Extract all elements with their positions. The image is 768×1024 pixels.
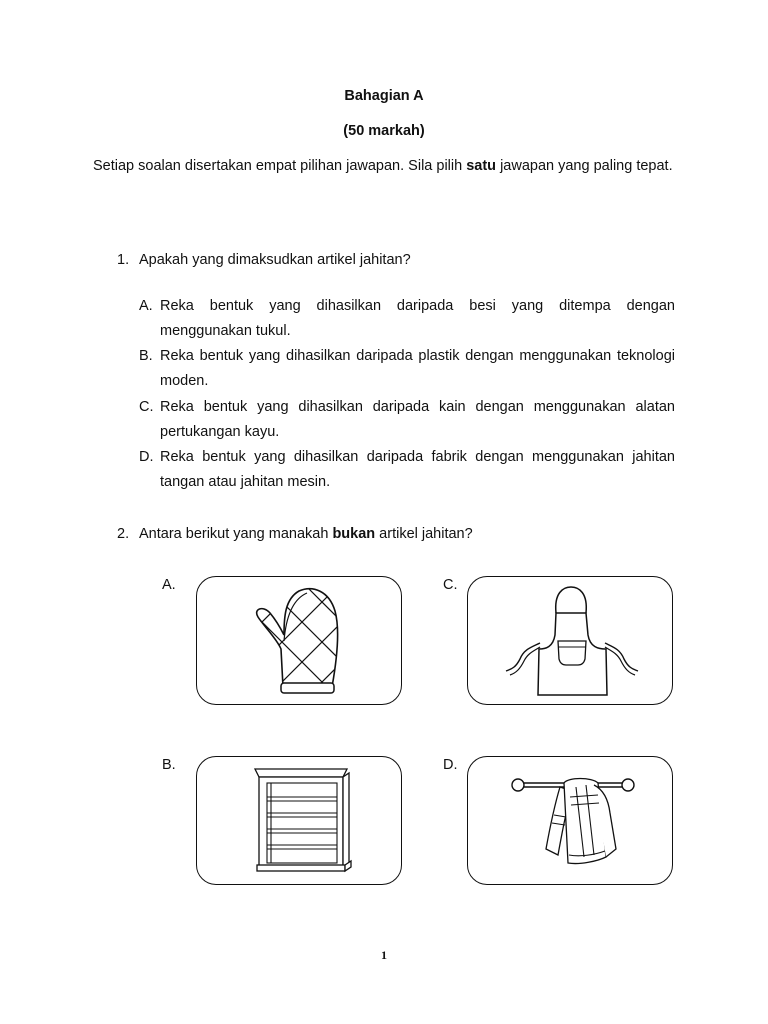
option-1d[interactable] [139, 445, 675, 495]
instructions-emphasis: satu [466, 158, 497, 174]
section-title: Bahagian A [344, 88, 424, 104]
question-text-start: Antara berikut yang manakah [139, 526, 333, 542]
option-2d-letter: D. [443, 757, 458, 773]
instructions-text: Setiap soalan disertakan empat pilihan jawapan. Sila pilih [93, 158, 467, 174]
option-2c[interactable] [467, 576, 673, 705]
option-text: Reka bentuk yang dihasilkan daripada kain dengan menggunakan alatan pertukangan kayu. [160, 399, 675, 440]
bookshelf-icon [197, 757, 403, 886]
option-letter: A. [139, 298, 153, 314]
question-number: 1. [117, 252, 130, 268]
option-letter: C. [139, 399, 154, 415]
apron-icon [468, 577, 674, 706]
question-number: 2. [117, 526, 130, 542]
option-2c-letter: C. [443, 577, 458, 593]
option-2d[interactable] [467, 756, 673, 885]
option-2a[interactable] [196, 576, 402, 705]
oven-mitt-icon [197, 577, 403, 706]
instructions-text-end: jawapan yang paling tepat. [496, 158, 673, 174]
question-text [139, 526, 473, 542]
question-emphasis: bukan [332, 526, 376, 542]
option-letter: D. [139, 449, 154, 465]
instructions [93, 152, 675, 181]
option-text: Reka bentuk yang dihasilkan daripada plastik dengan menggunakan teknologi moden. [160, 348, 675, 389]
option-1a[interactable] [139, 294, 675, 344]
option-2b[interactable] [196, 756, 402, 885]
towel-rack-icon [468, 757, 674, 886]
section-marks: (50 markah) [343, 123, 425, 139]
option-2a-letter: A. [162, 577, 176, 593]
option-text: Reka bentuk yang dihasilkan daripada fabrik dengan menggunakan jahitan tangan atau jahitan mesin. [160, 449, 675, 490]
option-letter: B. [139, 348, 153, 364]
option-text: Reka bentuk yang dihasilkan daripada besi yang ditempa dengan menggunakan tukul. [160, 298, 675, 339]
option-1c[interactable] [139, 395, 675, 445]
question-text: Apakah yang dimaksudkan artikel jahitan? [139, 252, 411, 268]
question-text-end: artikel jahitan? [375, 526, 473, 542]
option-2b-letter: B. [162, 757, 176, 773]
option-1b[interactable] [139, 344, 675, 394]
page-number: 1 [381, 948, 387, 962]
